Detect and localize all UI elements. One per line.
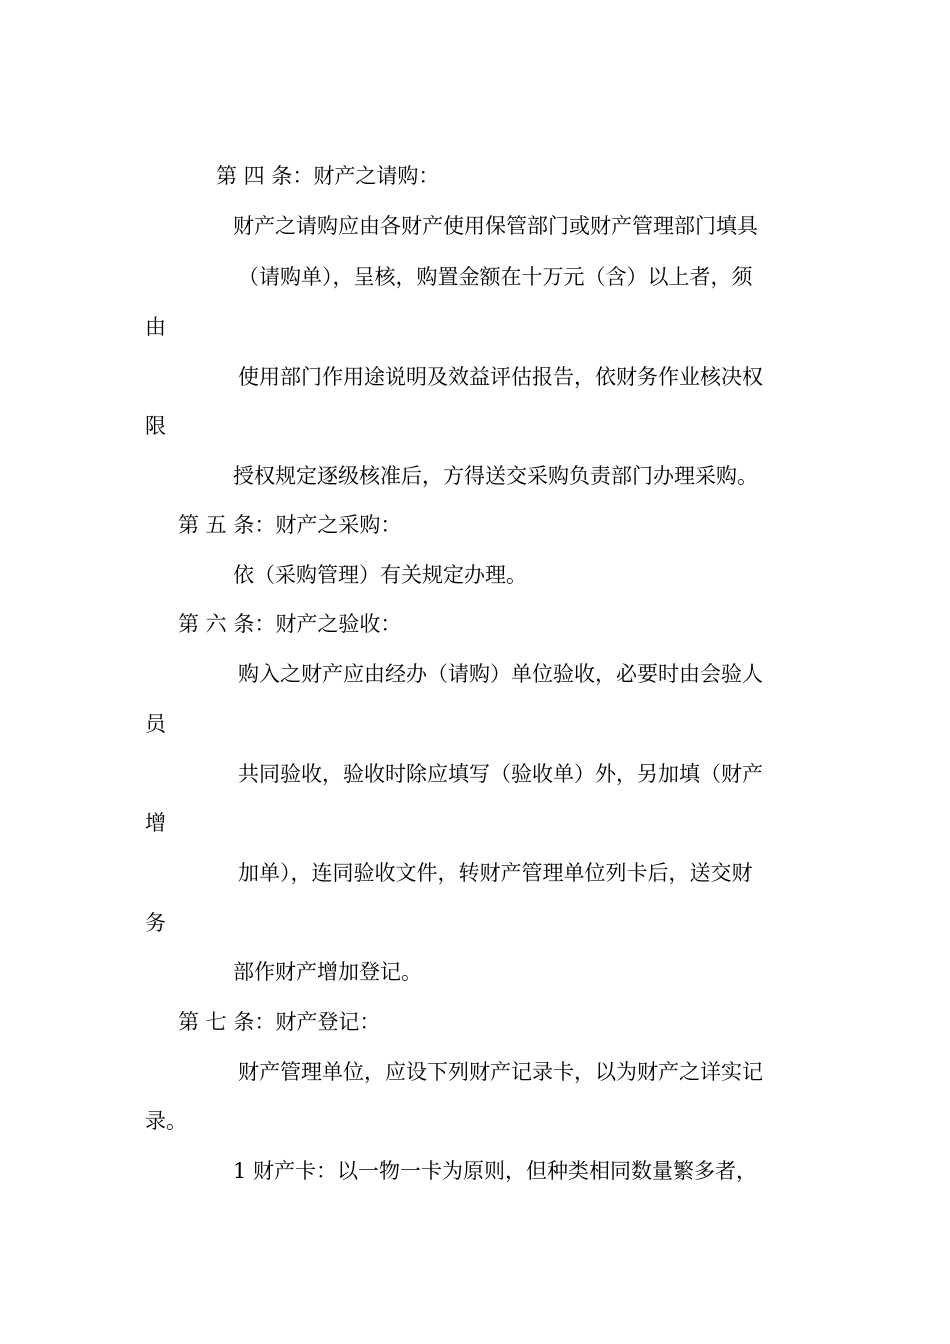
article-7-paragraph-line: 录。 [145,1109,187,1133]
article-6-paragraph-line: 部作财产增加登记。 [233,960,422,984]
article-7-list-item: 1 财产卡：以一物一卡为原则，但种类相同数量繁多者， [233,1159,758,1183]
article-6-paragraph-line: 员 [145,712,166,736]
article-6-heading: 第 六 条：财产之验收： [178,612,402,636]
article-6-paragraph-line: 购入之财产应由经办（请购）单位验收，必要时由会验人 [238,662,763,686]
article-6-paragraph-line: 增 [145,811,166,835]
article-4-paragraph-line: 使用部门作用途说明及效益评估报告，依财务作业核决权 [238,365,763,389]
article-4-paragraph-line: （请购单），呈核，购置金额在十万元（含）以上者，须 [238,265,753,289]
article-4-paragraph-line: 限 [145,414,166,438]
article-6-paragraph-line: 共同验收，验收时除应填写（验收单）外，另加填（财产 [238,762,763,786]
article-5-heading: 第 五 条：财产之采购： [178,513,402,537]
article-7-paragraph-line: 财产管理单位，应设下列财产记录卡，以为财产之详实记 [238,1060,763,1084]
article-4-paragraph-line: 由 [145,315,166,339]
article-6-paragraph-line: 加单），连同验收文件，转财产管理单位列卡后，送交财 [238,861,753,885]
article-7-heading: 第 七 条：财产登记： [178,1010,381,1034]
article-4-paragraph-line: 授权规定逐级核准后，方得送交采购负责部门办理采购。 [233,464,758,488]
article-4-heading: 第 四 条：财产之请购： [216,164,440,188]
article-6-paragraph-line: 务 [145,911,166,935]
article-4-paragraph-line: 财产之请购应由各财产使用保管部门或财产管理部门填具 [233,214,758,238]
article-5-paragraph-line: 依（采购管理）有关规定办理。 [233,563,527,587]
